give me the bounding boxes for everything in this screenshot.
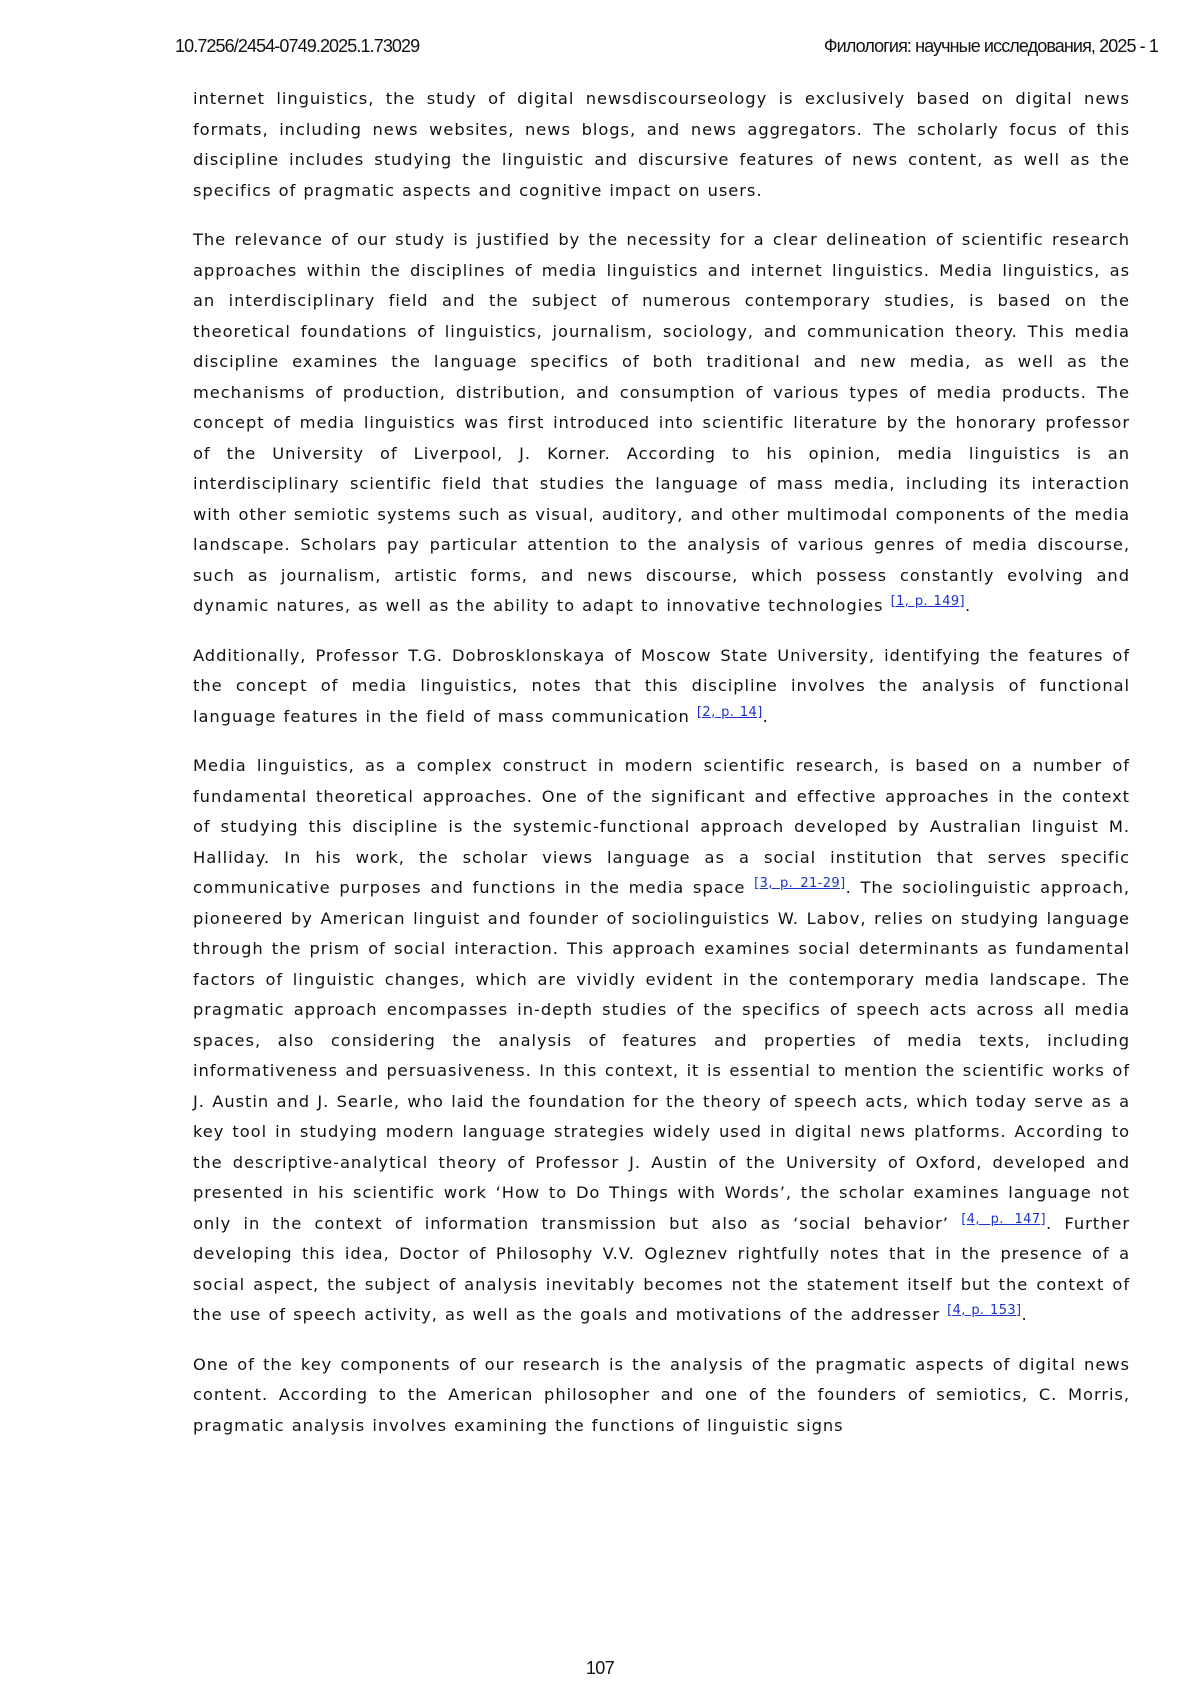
page-number: 107 — [0, 1658, 1200, 1679]
citation-link[interactable]: [4, p. 147] — [961, 1212, 1046, 1227]
paragraph — [193, 751, 1130, 1331]
citation-link[interactable]: [2, p. 14] — [697, 705, 763, 720]
paragraph — [193, 641, 1130, 733]
citation-link[interactable]: [1, p. 149] — [891, 594, 965, 609]
doi-header: 10.7256/2454-0749.2025.1.73029 — [175, 36, 419, 57]
paragraph-text: Media linguistics, as a complex construct in modern scientific research, is based on a number of fundamental theoretical approaches. One of the significant and effective approaches in the context of studying this discipline is the systemic-functional approach developed by Australian linguist M. Halliday. In his work, the scholar views language as a social institution that serves specific communicative purposes and functions in the media space — [193, 756, 1130, 897]
paragraph-text: . Further developing this idea, Doctor of Philosophy V.V. Ogleznev rightfully notes that in the presence of a social aspect, the subject of analysis inevitably becomes not the statement itself but the context of the use of speech activity, as well as the goals and motivations of the addresser — [193, 1214, 1130, 1325]
paragraph — [193, 1350, 1130, 1442]
article-body — [193, 84, 1130, 1460]
paragraph-text: . — [965, 596, 971, 615]
citation-link[interactable]: [3, p. 21-29] — [754, 876, 845, 891]
paragraph-text: . — [763, 707, 769, 726]
paragraph-text: One of the key components of our research is the analysis of the pragmatic aspects of digital news content. According to the American philosopher and one of the founders of semiotics, C. Morris, pragmatic analysis involves examining the functions of linguistic signs — [193, 1355, 1130, 1435]
paragraph — [193, 84, 1130, 206]
journal-header: Филология: научные исследования, 2025 - 1 — [824, 36, 1158, 57]
paragraph-text: . — [1022, 1305, 1028, 1324]
paragraph-text: Additionally, Professor T.G. Dobrosklonskaya of Moscow State University, identifying the features of the concept of media linguistics, notes that this discipline involves the analysis of functional language features in the field of mass communication — [193, 646, 1130, 726]
paragraph-text: The relevance of our study is justified by the necessity for a clear delineation of scientific research approaches within the disciplines of media linguistics and internet linguistics. Media linguistics, as an interdisciplinary field and the subject of numerous contemporary studies, is based on the theoretical foundations of linguistics, journalism, sociology, and communication theory. This media discipline examines the language specifics of both traditional and new media, as well as the mechanisms of production, distribution, and consumption of various types of media products. The concept of media linguistics was first introduced into scientific literature by the honorary professor of the University of Liverpool, J. Korner. According to his opinion, media linguistics is an interdisciplinary scientific field that studies the language of mass media, including its interaction with other semiotic systems such as visual, auditory, and other multimodal components of the media landscape. Scholars pay particular attention to the analysis of various genres of media discourse, such as journalism, artistic forms, and news discourse, which possess constantly evolving and dynamic natures, as well as the ability to adapt to innovative technologies — [193, 230, 1130, 615]
citation-link[interactable]: [4, p. 153] — [947, 1303, 1021, 1318]
paragraph-text: internet linguistics, the study of digital newsdiscourseology is exclusively based on digital news formats, including news websites, news blogs, and news aggregators. The scholarly focus of this discipline includes studying the linguistic and discursive features of news content, as well as the specifics of pragmatic aspects and cognitive impact on users. — [193, 89, 1130, 200]
paragraph-text: . The sociolinguistic approach, pioneered by American linguist and founder of sociolinguistics W. Labov, relies on studying language through the prism of social interaction. This approach examines social determinants as fundamental factors of linguistic changes, which are vividly evident in the contemporary media landscape. The pragmatic approach encompasses in-depth studies of the specifics of speech acts across all media spaces, also considering the analysis of features and properties of media texts, including informativeness and persuasiveness. In this context, it is essential to mention the scientific works of J. Austin and J. Searle, who laid the foundation for the theory of speech acts, which today serve as a key tool in studying modern language strategies widely used in digital news platforms. According to the descriptive-analytical theory of Professor J. Austin of the University of Oxford, developed and presented in his scientific work ‘How to Do Things with Words’, the scholar examines language not only in the context of information transmission but also as ‘social behavior’ — [193, 878, 1130, 1233]
paragraph — [193, 225, 1130, 622]
